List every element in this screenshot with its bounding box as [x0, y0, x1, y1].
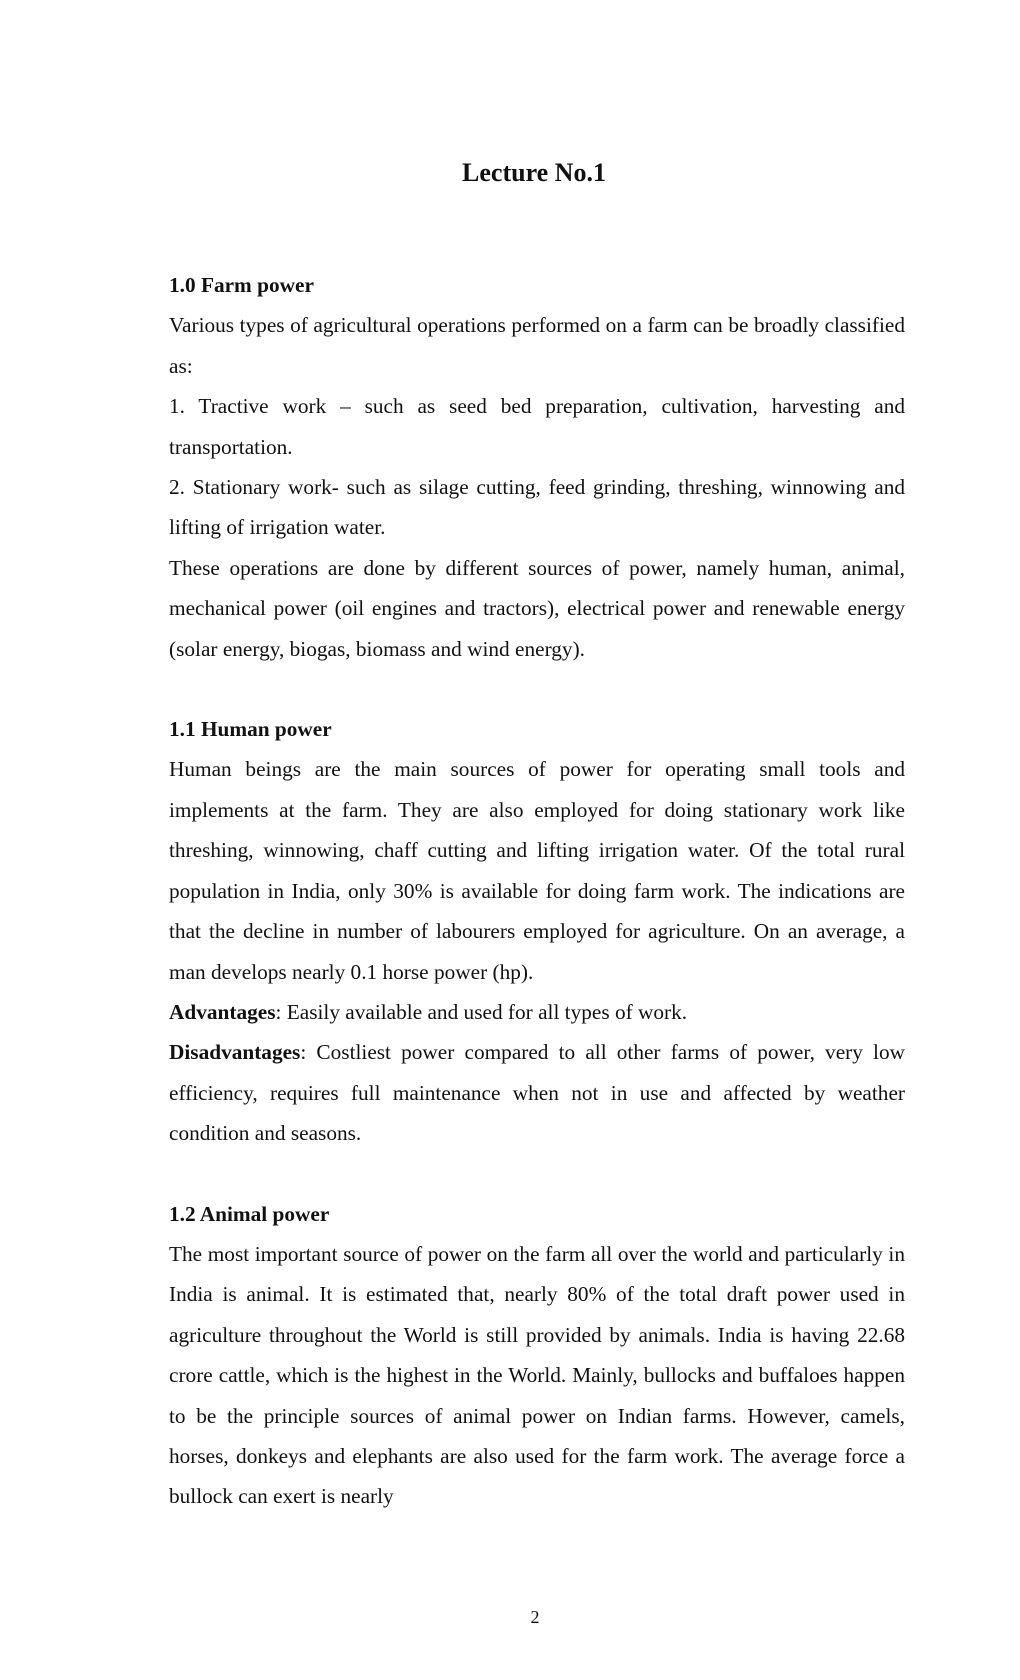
section-heading-farm-power: 1.0 Farm power — [169, 273, 314, 297]
advantages-label: Advantages — [169, 999, 276, 1024]
page-number: 2 — [530, 1607, 540, 1627]
document-body — [169, 265, 905, 1517]
section-heading-human-power: 1.1 Human power — [169, 717, 332, 742]
section-human-power — [169, 709, 905, 1153]
human-power-body: Human beings are the main sources of power for operating small tools and implements at the farm. They are also employed for doing stationary work like threshing, winnowing, chaff cutting and lifting irrigation water. Of the total rural population in India, only 30% is available for doing farm work. The indications are that the decline in number of labourers employed for agriculture. On an average, a man develops nearly 0.1 horse power (hp). — [169, 757, 905, 984]
farm-power-closing: These operations are done by different sources of power, namely human, animal, mechanical power (oil engines and tractors), electrical power and renewable energy (solar energy, biogas, biomass and wind energy). — [169, 555, 905, 661]
disadvantages-label: Disadvantages — [169, 1040, 301, 1065]
human-power-advantages — [169, 992, 905, 1032]
page-title: Lecture No.1 — [462, 158, 606, 187]
section-farm-power — [169, 265, 905, 669]
section-animal-power — [169, 1194, 905, 1517]
animal-power-body: The most important source of power on the farm all over the world and particularly in India is animal. It is estimated that, nearly 80% of the total draft power used in agriculture throughout the World is still provided by animals. India is having 22.68 crore cattle, which is the highest in the World. Mainly, bullocks and buffaloes happen to be the principle sources of animal power on Indian farms. However, camels, horses, donkeys and elephants are also used for the farm work. The average force a bullock can exert is nearly — [169, 1241, 905, 1509]
human-power-disadvantages — [169, 1032, 905, 1153]
section-heading-animal-power: 1.2 Animal power — [169, 1201, 330, 1226]
farm-power-item-stationary: 2. Stationary work- such as silage cutting, feed grinding, threshing, winnowing and lifting of irrigation water. — [169, 475, 905, 540]
disadvantages-text: : Costliest power compared to all other farms of power, very low efficiency, requires full maintenance when not in use and affected by weather condition and seasons. — [169, 1040, 905, 1146]
advantages-text: : Easily available and used for all types of work. — [275, 999, 688, 1024]
farm-power-intro: Various types of agricultural operations performed on a farm can be broadly classified as: — [169, 313, 905, 378]
farm-power-item-tractive: 1. Tractive work – such as seed bed preparation, cultivation, harvesting and transportation. — [169, 394, 905, 459]
